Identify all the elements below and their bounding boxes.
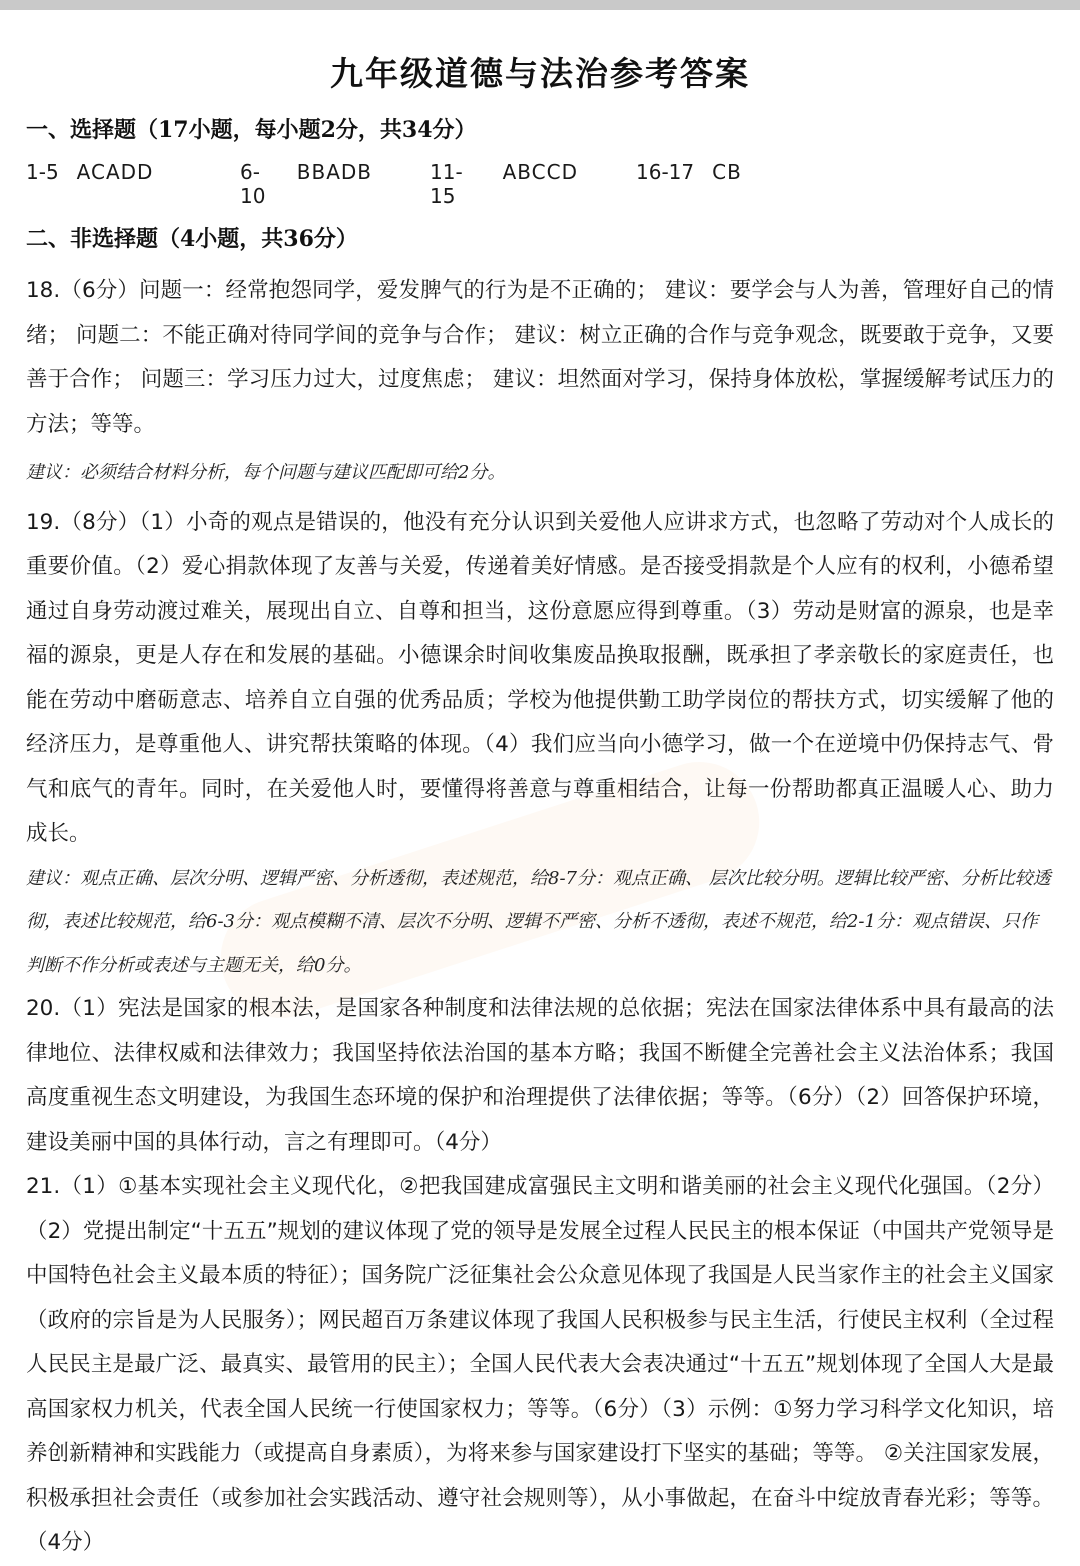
answer-range: 16-17 (636, 160, 695, 184)
answer-letters: CB (712, 160, 742, 184)
section-heading-nonchoice: 二、非选择题（4小题，共36分） (26, 226, 358, 252)
answer-letters: ACADD (76, 160, 154, 184)
question-19-answer: 19.（8分）（1）小奇的观点是错误的，他没有充分认识到关爱他人应讲求方式，也忽略了劳动对个人成长的重要价值。（2）爱心捐款体现了友善与关爱，传递着美好情感。是否接受捐款是个人应有的权利，小德希望通过自身劳动渡过难关，展现出自立、自尊和担当，这份意愿应得到尊重。（3）劳动是财富的源泉，也是幸福的源泉，更是人存在和发展的基础。小德课余时间收集废品换取报酬，既承担了孝亲敬长的家庭责任，也能在劳动中磨砺意志、培养自立自强的优秀品质；学校为他提供勤工助学岗位的帮扶方式，切实缓解了他的经济压力，是尊重他人、讲究帮扶策略的体现。（4）我们应当向小德学习，做一个在逆境中仍保持志气、骨气和底气的青年。同时，在关爱他人时，要懂得将善意与尊重相结合，让每一份帮助都真正温暖人心、助力成长。 (26, 509, 1054, 846)
answer-group (240, 160, 372, 208)
answer-group (26, 160, 182, 208)
answer-letters: BBADB (296, 160, 372, 184)
answer-group (430, 160, 578, 208)
question-19-scoring-note: 建议：观点正确、层次分明、逻辑严密、分析透彻，表述规范，给8-7分：观点正确、 层次比较分明。逻辑比较严密、分析比较透彻，表述比较规范，给6-3分：观点模糊不清、层次不分明、逻辑不严密、分析不透彻，表述不规范，给2-1分：观点错误、只作判断不作分析或表述与主题无关，给0分。 (26, 867, 1051, 976)
answer-range: 1-5 (26, 160, 59, 184)
question-18-scoring-note: 建议：必须结合材料分析，每个问题与建议匹配即可给2分。 (26, 462, 506, 483)
question-20-answer: 20.（1）宪法是国家的根本法，是国家各种制度和法律法规的总依据；宪法在国家法律体系中具有最高的法律地位、法律权威和法律效力；我国坚持依法治国的基本方略；我国不断健全完善社会主义法治体系；我国高度重视生态文明建设，为我国生态环境的保护和治理提供了法律依据；等等。（6分）（2）回答保护环境，建设美丽中国的具体行动，言之有理即可。（4分） (26, 996, 1054, 1155)
answer-letters: ABCCD (502, 160, 578, 184)
top-border-strip (0, 0, 1080, 10)
answer-range: 11-15 (430, 160, 463, 208)
question-18-answer: 18.（6分）问题一：经常抱怨同学，爱发脾气的行为是不正确的； 建议：要学会与人为善，管理好自己的情绪； 问题二：不能正确对待同学间的竞争与合作； 建议：树立正确的合作与竞争观念，既要敢于竞争，又要善于合作； 问题三：学习压力过大，过度焦虑； 建议：坦然面对学习，保持身体放松，掌握缓解考试压力的方法；等等。 (26, 278, 1054, 437)
answer-group (636, 160, 742, 208)
section-heading-choice: 一、选择题（17小题，每小题2分，共34分） (26, 117, 477, 143)
answer-range: 6-10 (240, 160, 266, 208)
answer-document (26, 40, 1054, 1566)
question-21-answer: 21.（1）①基本实现社会主义现代化，②把我国建成富强民主文明和谐美丽的社会主义现代化强国。（2分） （2）党提出制定“十五五”规划的建议体现了党的领导是发展全过程人民民主的根本保证（中国共产党领导是中国特色社会主义最本质的特征）；国务院广泛征集社会公众意见体现了我国是人民当家作主的社会主义国家（政府的宗旨是为人民服务）；网民超百万条建议体现了我国人民积极参与民主生活，行使民主权利（全过程人民民主是最广泛、最真实、最管用的民主）；全国人民代表大会表决通过“十五五”规划体现了全国人大是最高国家权力机关，代表全国人民统一行使国家权力；等等。（6分）（3）示例：①努力学习科学文化知识，培养创新精神和实践能力（或提高自身素质），为将来参与国家建设打下坚实的基础；等等。 ②关注国家发展，积极承担社会责任（或参加社会实践活动、遵守社会规则等），从小事做起，在奋斗中绽放青春光彩；等等。（4分） (26, 1174, 1054, 1555)
page-title: 九年级道德与法治参考答案 (330, 54, 750, 93)
choice-answers-row (26, 160, 1054, 208)
